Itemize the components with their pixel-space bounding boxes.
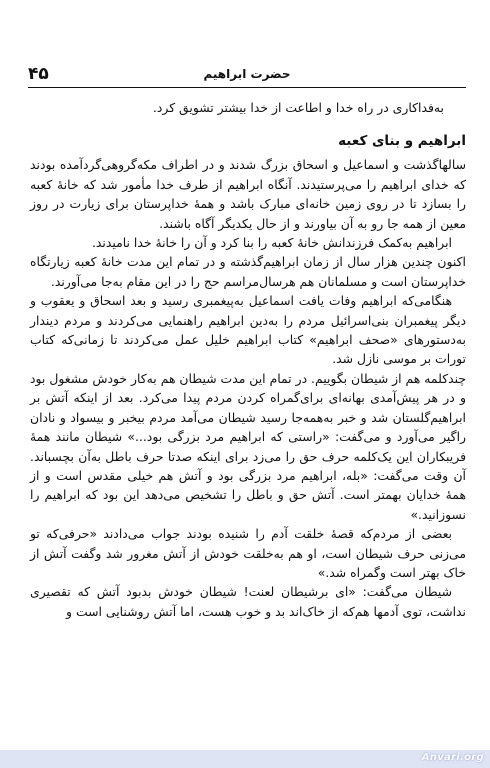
paragraph: بعضی از مردم‌که قصهٔ خلقت آدم را شنیده بودند جواب می‌دادند «حرفی‌که تو می‌زنی حرف شیطان است، او هم به‌خلقت خودش از آتش مغرور شد وگفت آتش از خاک بهتر است وگمراه شد.»	[30, 526, 466, 580]
paragraph: شیطان می‌گفت: «ای برشیطان لعنت! شیطان خودش بدبود آتش که تقصیری نداشت، توی آدمها هم‌که از خاک‌اند بد و خوب هست، اما آتش روشنایی است و	[30, 584, 466, 619]
paragraph: سالها‌گذشت و اسماعیل و اسحاق بزرگ شدند و در اطراف مکه‌گروهی‌گردآمده بودند که خدای ابراهیم را می‌پرستیدند. آنگاه ابراهیم از طرف خدا مأمور شد که خانهٔ کعبه را بسازد تا در روی زمین خانه‌ای مبارک باشد و همهٔ خداپرستان برای زیارت در روز معین از همه جا رو به آن بیاورند و از حال یکدیگر آگاه باشند.	[30, 157, 466, 231]
header-rule	[28, 87, 466, 88]
footer-band	[0, 750, 490, 768]
watermark: Anvari.org	[421, 752, 484, 763]
paragraph: اکنون چندین هزار سال از زمان ابراهیم‌گذشته و در تمام این مدت خانهٔ کعبه زیارتگاه خداپرستان است و مسلمانان هم هرسال‌مراسم حج را در این مقام به‌جا می‌آورند.	[30, 254, 466, 289]
paragraph: هنگامی‌که ابراهیم وفات یافت اسماعیل به‌پیغمبری رسید و بعد اسحاق و یعقوب و دیگر پیغمبران بنی‌اسرائیل مردم را به‌دین ابراهیم راهنمایی می‌کردند و مردم دیندار به‌دستورهای «صحف ابراهیم» کتاب ابراهیم خلیل عمل می‌کردند تا زمانی‌که کتاب تورات بر موسی نازل شد.	[30, 293, 466, 367]
running-title: حضرت ابراهیم	[203, 67, 291, 81]
paragraph: ابراهیم به‌کمک فرزندانش خانهٔ کعبه را بنا کرد و آن را خانهٔ خدا نامیدند.	[91, 235, 452, 251]
opening-line: به‌فداکاری در راه خدا و اطاعت از خدا بیشتر تشویق کرد.	[152, 100, 444, 115]
page-header	[28, 64, 466, 88]
page-body	[30, 98, 466, 621]
paragraph: چند‌کلمه هم از شیطان بگوییم. در تمام این مدت شیطان هم به‌کار خودش مشغول بود و در هر پیش‌آمدی بهانه‌ای برای‌گمراه کردن مردم پیدا می‌کرد. بعد از اینکه آتش بر ابراهیم‌گلستان شد و خبر به‌همه‌جا رسید شیطان می‌آمد مردم بیخبر و بیسواد و نادان راگیر می‌آورد و می‌گفت: «راستی که ابراهیم مرد بزرگی بود...» شیطان مانند همهٔ فریبکاران این یک‌کلمه حرف حق را می‌زد برای اینکه صدتا حرف باطل به‌آن بچسباند. آن وقت می‌گفت: «بله، ابراهیم مرد بزرگی بود و آتش هم خیلی مقدس است و از همهٔ خدایان بهمتر است. آتش حق و باطل را تشخیص می‌دهد این بود که ابراهیم را نسوزانید.»	[30, 370, 466, 522]
page-number: ۴۵	[28, 64, 49, 84]
section-heading: ابراهیم و بنای کعبه	[338, 133, 466, 150]
